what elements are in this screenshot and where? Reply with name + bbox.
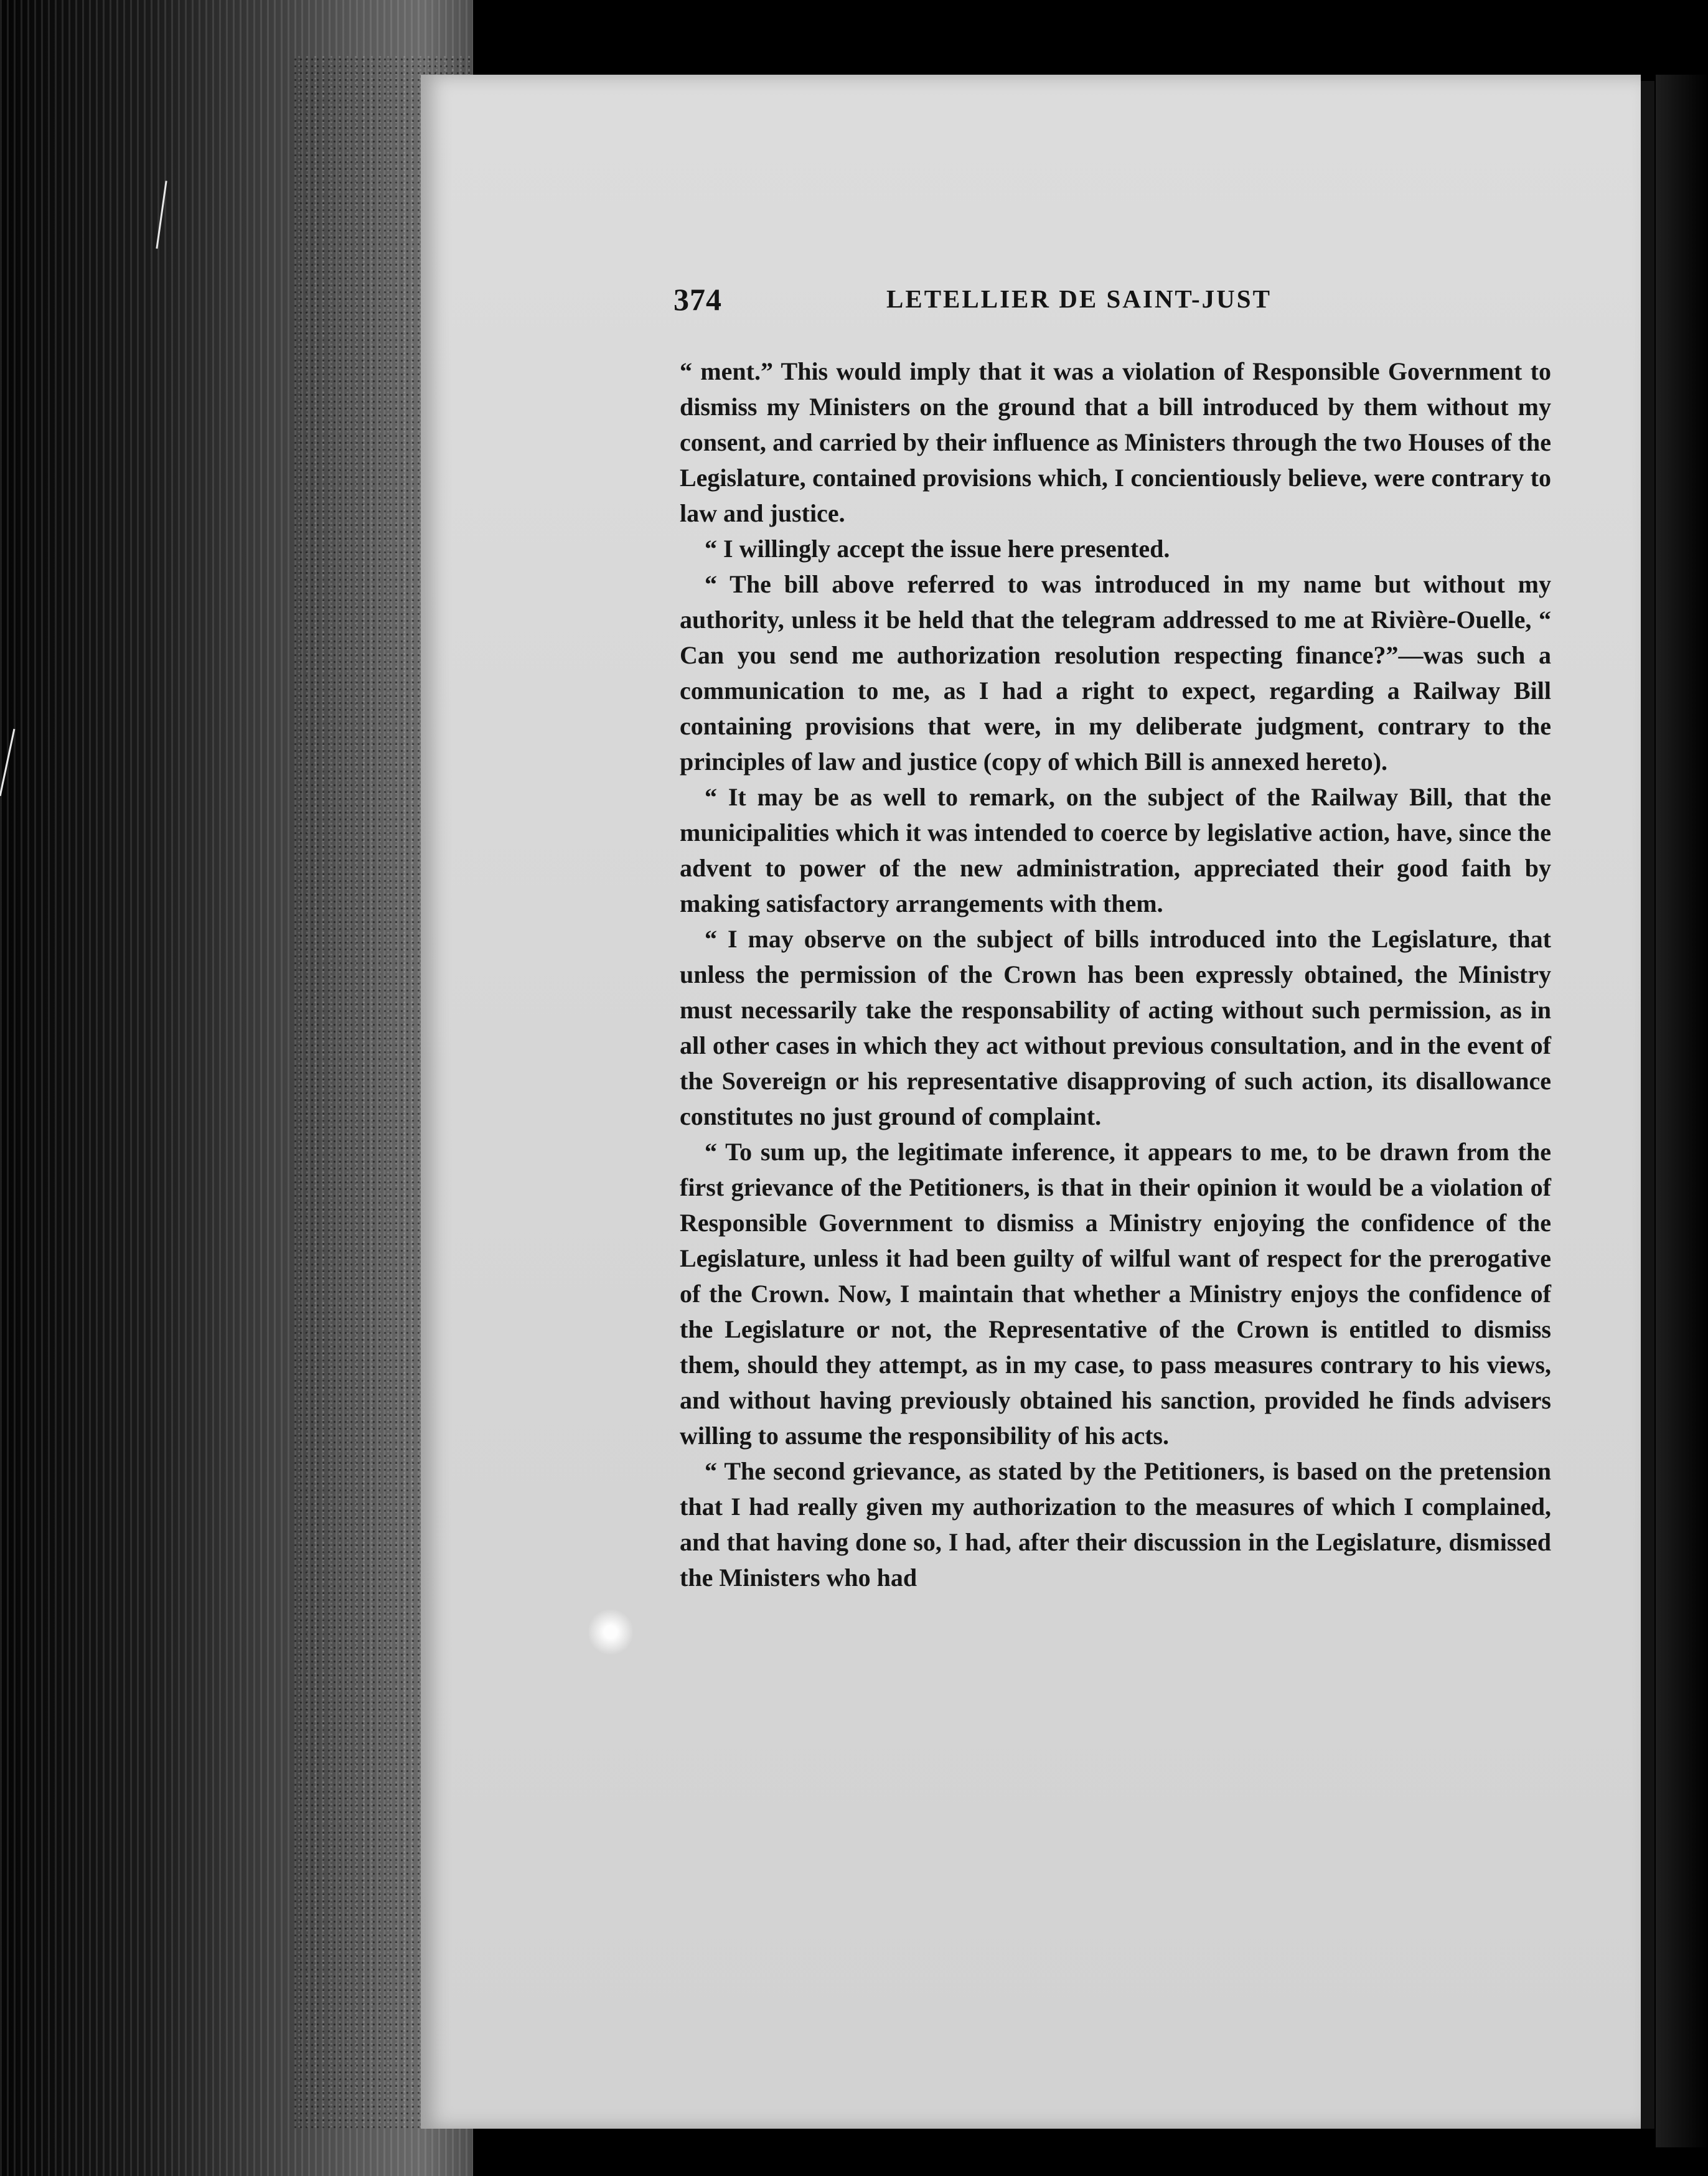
page-header (673, 281, 1557, 325)
paragraph: “ It may be as well to remark, on the subject of the Railway Bill, that the municipalities which it was intended to coerce by legislative action, have, since the advent to power of the new administration, appreciated their good faith by making satisfactory arrangements with them. (680, 783, 1551, 917)
paragraph: “ The bill above referred to was introduced in my name but without my authority, unless it be held that the telegram addressed to me at Rivière-Ouelle, “ Can you send me authorization resolution respecting finance?”—was such a communication to me, as I had a right to expect, regarding a Railway Bill containing provisions that were, in my deliberate judgment, contrary to the principles of law and justice (copy of which Bill is annexed hereto). (680, 570, 1551, 776)
paragraph: “ The second grievance, as stated by the Petitioners, is based on the pretension that I had really given my authorization to the measures of which I complained, and that having done so, I had, after their discussion in the Legislature, dismissed the Ministers who had (680, 1457, 1551, 1592)
paragraph: “ To sum up, the legitimate inference, it appears to me, to be drawn from the first grievance of the Petitioners, is that in their opinion it would be a violation of Responsible Government to dismiss a Ministry enjoying the confidence of the Legislature, unless it had been guilty of wilful want of respect for the prerogative of the Crown. Now, I maintain that whether a Ministry enjoys the confidence of the Legislature or not, the Representative of the Crown is entitled to dismiss them, should they attempt, as in my case, to pass measures contrary to his views, and without having previously obtained his sanction, provided he finds advisers willing to assume the responsibility of his acts. (680, 1138, 1551, 1450)
page-number: 374 (673, 282, 722, 317)
paragraph: “ ment.” This would imply that it was a violation of Responsible Government to dismiss my Ministers on the ground that a bill introduced by them without my consent, and carried by their influence as Ministers through the two Houses of the Legislature, contained provisions which, I concientiously believe, were contrary to law and justice. (680, 357, 1551, 527)
right-page-sliver (1641, 81, 1654, 2129)
paper-blemish (589, 1607, 632, 1657)
running-head: LETELLIER DE SAINT-JUST (886, 284, 1272, 313)
paragraph: “ I may observe on the subject of bills introduced into the Legislature, that unless the permission of the Crown has been expressly obtained, the Ministry must necessarily take the responsability of acting without such permission, as in all other cases in which they act without previous consultation, and in the event of the Sovereign or his representative disapproving of such action, its disallowance constitutes no just ground of complaint. (680, 925, 1551, 1130)
right-page-edge (1656, 75, 1708, 2147)
body-text (680, 354, 1551, 1595)
paragraph: “ I willingly accept the issue here presented. (705, 535, 1170, 563)
